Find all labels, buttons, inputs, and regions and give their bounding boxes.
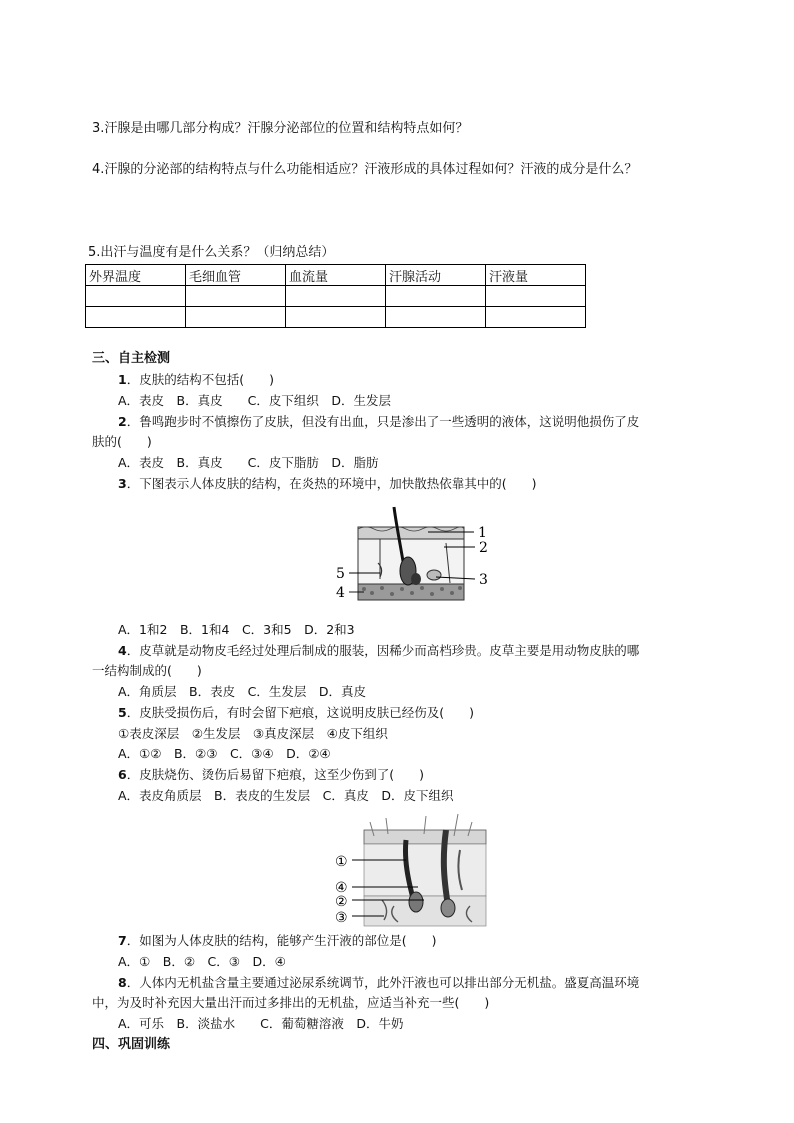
skin-structure-figure-1	[334, 503, 494, 608]
item-8-stem-cont: 中，为及时补充因大量出汗而过多排出的无机盐，应适当补充一些( )	[92, 995, 490, 1010]
item-number: 2	[118, 414, 127, 429]
item-7-stem	[118, 932, 436, 950]
item-number: 4	[118, 643, 127, 658]
item-2-stem-cont: 肤的( )	[92, 434, 152, 449]
item-3-options: A．1和2 B．1和4 C．3和5 D．2和3	[118, 622, 355, 637]
item-text: ．皮肤烧伤、烫伤后易留下疤痕，这至少伤到了( )	[126, 767, 424, 782]
figure-label: ④	[335, 880, 348, 896]
table-row	[86, 307, 586, 328]
table-cell[interactable]	[386, 286, 486, 307]
item-number: 8	[118, 975, 127, 990]
figure-label: 4	[336, 585, 345, 601]
skin-structure-figure-2	[334, 810, 490, 928]
table-row	[86, 286, 586, 307]
item-1-stem	[118, 371, 274, 389]
item-number: 6	[118, 767, 127, 782]
item-7-options: A．① B．② C．③ D．④	[118, 954, 286, 969]
item-number: 3	[118, 476, 127, 491]
item-text: ．人体内无机盐含量主要通过泌尿系统调节，此外汗液也可以排出部分无机盐。盛夏高温环境	[126, 975, 640, 990]
question-4: 4.汗腺的分泌部的结构特点与什么功能相适应？汗液形成的具体过程如何？汗液的成分是什么？	[92, 162, 638, 177]
temperature-table	[85, 264, 586, 328]
item-text: ．下图表示人体皮肤的结构，在炎热的环境中，加快散热依靠其中的( )	[126, 476, 537, 491]
table-header: 汗腺活动	[386, 265, 486, 286]
table-cell[interactable]	[486, 286, 586, 307]
table-header: 外界温度	[86, 265, 186, 286]
item-text: ．皮肤受损伤后，有时会留下疤痕，这说明皮肤已经伤及( )	[126, 705, 474, 720]
item-text: ．如图为人体皮肤的结构，能够产生汗液的部位是( )	[126, 933, 437, 948]
figure-label: 2	[479, 540, 488, 556]
table-cell[interactable]	[286, 286, 386, 307]
table-cell[interactable]	[186, 307, 286, 328]
item-text: ．鲁鸣跑步时不慎擦伤了皮肤，但没有出血，只是渗出了一些透明的液体，这说明他损伤了皮	[126, 414, 640, 429]
figure-label: ②	[335, 894, 348, 910]
item-text: ．皮肤的结构不包括( )	[126, 372, 274, 387]
item-4-stem-cont: 一结构制成的( )	[92, 663, 202, 678]
figure-label: ①	[335, 854, 348, 870]
question-5: 5.出汗与温度有是什么关系？（归纳总结）	[88, 245, 335, 260]
table-cell[interactable]	[86, 286, 186, 307]
item-8-stem	[118, 974, 639, 992]
figure-label: ③	[335, 910, 348, 926]
item-number: 7	[118, 933, 127, 948]
item-number: 1	[118, 372, 127, 387]
item-5-sub-options: ①表皮深层 ②生发层 ③真皮深层 ④皮下组织	[118, 726, 388, 741]
item-5-stem	[118, 704, 474, 722]
item-3-stem	[118, 475, 536, 493]
table-cell[interactable]	[186, 286, 286, 307]
item-8-options: A．可乐 B．淡盐水 C．葡萄糖溶液 D．牛奶	[118, 1016, 404, 1031]
table-cell[interactable]	[286, 307, 386, 328]
item-5-options: A．①② B．②③ C．③④ D．②④	[118, 746, 331, 761]
table-header-row	[86, 265, 586, 286]
item-4-options: A．角质层 B．表皮 C．生发层 D．真皮	[118, 684, 366, 699]
table-header: 毛细血管	[186, 265, 286, 286]
table-cell[interactable]	[486, 307, 586, 328]
item-6-stem	[118, 766, 424, 784]
figure-label: 3	[479, 572, 488, 588]
section-4-heading: 四、巩固训练	[92, 1037, 171, 1052]
table-header: 血流量	[286, 265, 386, 286]
item-2-options: A．表皮 B．真皮 C．皮下脂肪 D．脂肪	[118, 455, 379, 470]
item-1-options: A．表皮 B．真皮 C．皮下组织 D．生发层	[118, 393, 391, 408]
item-4-stem	[118, 642, 639, 660]
item-6-options: A．表皮角质层 B．表皮的生发层 C．真皮 D．皮下组织	[118, 788, 454, 803]
figure-label: 5	[336, 566, 345, 582]
table-header: 汗液量	[486, 265, 586, 286]
item-number: 5	[118, 705, 127, 720]
table-cell[interactable]	[386, 307, 486, 328]
item-2-stem	[118, 413, 639, 431]
table-cell[interactable]	[86, 307, 186, 328]
question-3: 3.汗腺是由哪几部分构成？汗腺分泌部位的位置和结构特点如何？	[92, 121, 469, 136]
section-3-heading: 三、自主检测	[92, 351, 171, 366]
figure-label: 1	[478, 525, 487, 541]
item-text: ．皮草就是动物皮毛经过处理后制成的服装，因稀少而高档珍贵。皮草主要是用动物皮肤的哪	[126, 643, 640, 658]
